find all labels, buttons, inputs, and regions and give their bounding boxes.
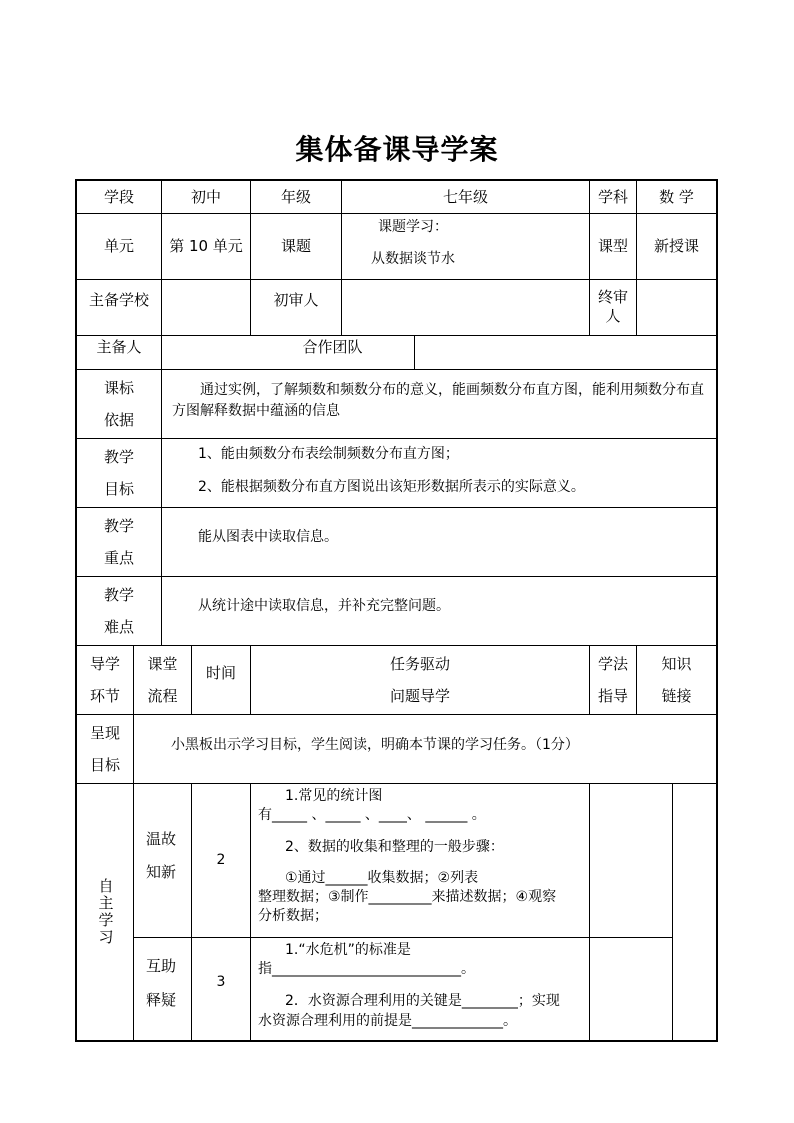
topic-label: 课题 <box>280 237 311 255</box>
objective-item-1: 1、能由频数分布表绘制频数分布直方图； <box>198 446 459 462</box>
mutual-help-time: 3 <box>216 974 226 991</box>
class-flow-header-1: 课堂 <box>147 654 178 673</box>
mutual-q1: 1.“水危机”的标准是 <box>285 942 411 958</box>
main-school-label: 主备学校 <box>88 290 149 309</box>
knowledge-link-header-2: 链接 <box>661 686 692 705</box>
grade-value: 七年级 <box>442 187 488 206</box>
self-study-label <box>77 784 133 1040</box>
time-header: 时间 <box>205 663 236 682</box>
mutual-help-label-1: 互助 <box>146 957 177 975</box>
grade-label: 年级 <box>280 187 311 206</box>
self-study-label-text: 自主学习 <box>96 878 115 946</box>
school-level-label: 学段 <box>103 187 134 206</box>
task-header-2: 问题导学 <box>389 686 450 705</box>
review-label <box>134 784 191 937</box>
lesson-type-label: 课型 <box>597 237 628 255</box>
key-points-label-2: 重点 <box>103 548 134 567</box>
review-q2: 2、数据的收集和整理的一般步骤： <box>285 839 504 855</box>
standard-label <box>77 370 161 438</box>
mutual-q2-line-1: 2．水资源合理利用的关键是________；实现 <box>285 993 560 1009</box>
difficulties-label <box>77 577 161 645</box>
task-header-1: 任务驱动 <box>389 654 450 673</box>
guide-step-header-2: 环节 <box>89 686 120 705</box>
key-points-label-1: 教学 <box>103 516 134 535</box>
present-label <box>77 715 133 783</box>
present-label-1: 呈现 <box>89 723 120 742</box>
standard-label-1: 课标 <box>103 378 134 397</box>
objectives-label <box>77 439 161 507</box>
standard-text: 通过实例，了解频数和频数分布的意义，能画频数分布直方图，能利用频数分布直方图解释数据中蕴涵的信息 <box>172 382 704 419</box>
present-text: 小黑板出示学习目标，学生阅读，明确本节课的学习任务。（1分） <box>171 737 579 753</box>
knowledge-link-header <box>637 646 716 714</box>
review-q2-line-1: ①通过______收集数据；②列表 <box>285 870 479 886</box>
main-preparer-label: 主备人 <box>96 337 142 356</box>
standard-label-2: 依据 <box>103 410 134 429</box>
method-header-1: 学法 <box>597 654 628 673</box>
review-q1-blanks: 有_____ 、_____ 、____、 ______ 。 <box>258 807 486 823</box>
mutual-help-label <box>134 938 191 1040</box>
objectives-label-2: 目标 <box>103 479 134 498</box>
class-flow-header-2: 流程 <box>147 686 178 705</box>
guide-step-header <box>77 646 133 714</box>
difficulties-label-1: 教学 <box>103 585 134 604</box>
method-header <box>590 646 636 714</box>
subject-label: 学科 <box>597 187 628 206</box>
lesson-type-value: 新授课 <box>653 237 699 255</box>
mutual-help-label-2: 释疑 <box>146 991 177 1009</box>
key-points-label <box>77 508 161 576</box>
knowledge-link-header-1: 知识 <box>661 654 692 673</box>
task-header <box>251 646 589 714</box>
topic-line-2: 从数据谈节水 <box>371 251 455 267</box>
difficulties-label-2: 难点 <box>103 617 134 636</box>
difficulties-text: 从统计途中读取信息，并补充完整问题。 <box>198 598 450 614</box>
key-points-text: 能从图表中读取信息。 <box>198 529 338 545</box>
review-q2-line-2: 整理数据；③制作_________来描述数据；④观察 <box>258 889 557 905</box>
unit-value: 第 10 单元 <box>169 237 243 255</box>
present-label-2: 目标 <box>89 755 120 774</box>
mutual-q2-line-2: 水资源合理利用的前提是_____________。 <box>258 1013 517 1029</box>
final-reviewer-label: 终审人 <box>597 287 628 325</box>
review-q2-line-3: 分析数据； <box>258 908 328 924</box>
unit-label: 单元 <box>103 237 134 255</box>
review-q1: 1.常见的统计图 <box>285 788 383 804</box>
guide-step-header-1: 导学 <box>89 654 120 673</box>
review-label-2: 知新 <box>146 863 177 881</box>
team-label: 合作团队 <box>302 337 363 356</box>
objective-item-2: 2、能根据频数分布直方图说出该矩形数据所表示的实际意义。 <box>198 479 585 495</box>
document-title: 集体备课导学案 <box>295 133 499 166</box>
class-flow-header <box>134 646 191 714</box>
topic-line-1: 课题学习： <box>378 219 448 235</box>
reviewer-label: 初审人 <box>273 290 319 309</box>
subject-value: 数 学 <box>659 187 694 206</box>
objectives-label-1: 教学 <box>103 447 134 466</box>
method-header-2: 指导 <box>597 686 628 705</box>
mutual-q1-line-2: 指___________________________。 <box>258 961 475 977</box>
review-time: 2 <box>216 851 226 868</box>
review-label-1: 温故 <box>146 830 177 848</box>
school-level-value: 初中 <box>190 187 221 206</box>
